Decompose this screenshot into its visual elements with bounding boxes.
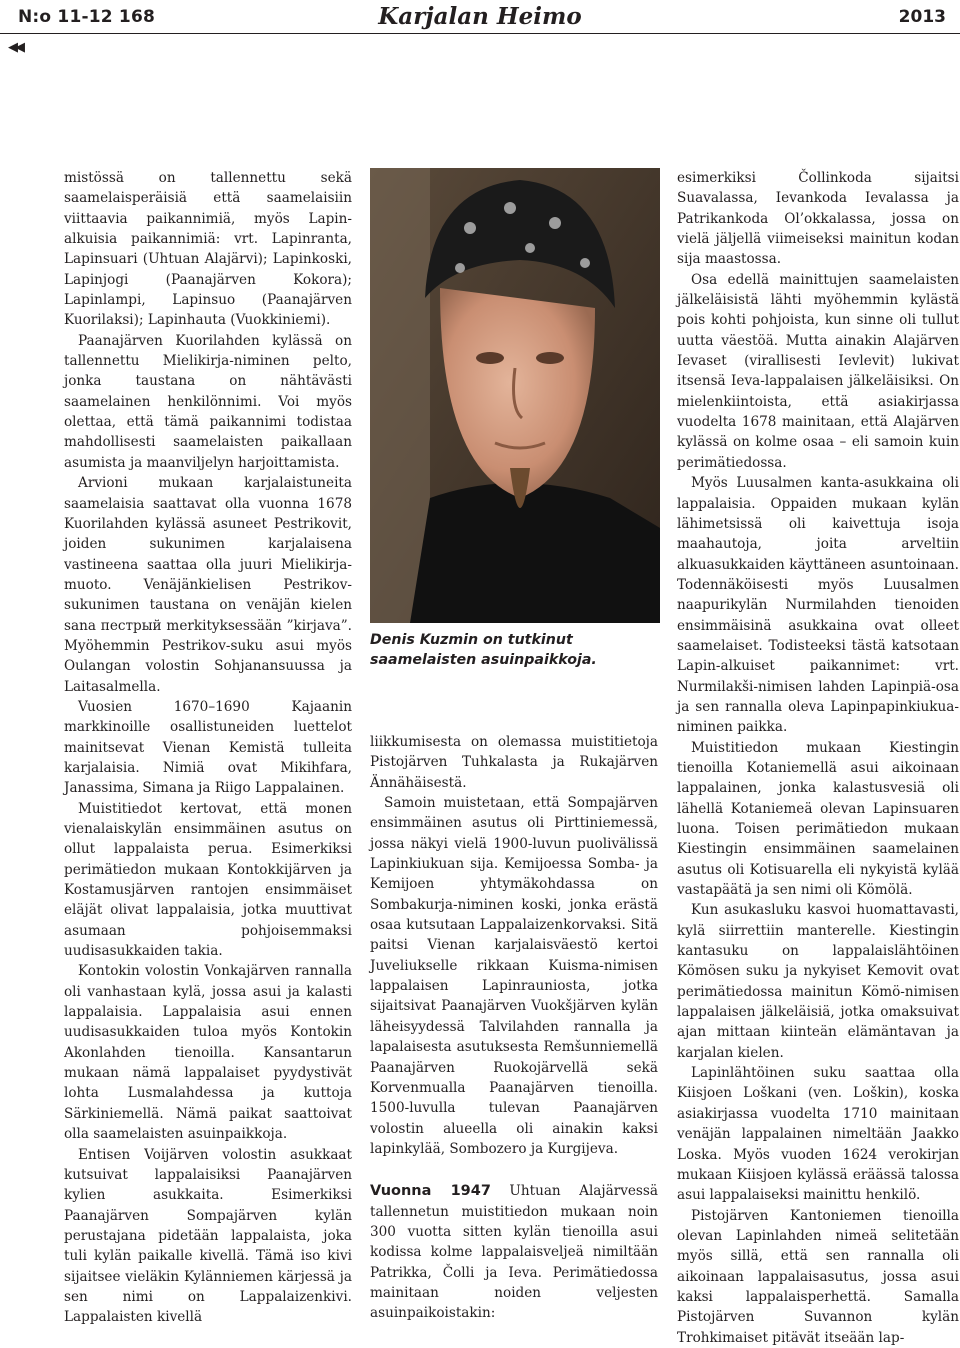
paragraph: liikkumisesta on olemassa muistitietoja Pistojärven Tuhkalasta ja Rukajärven Ännähäisestä. xyxy=(370,734,658,791)
previous-page-arrows-icon[interactable]: ◀◀ xyxy=(8,40,22,55)
paragraph-with-lead xyxy=(370,1181,658,1323)
header-rule xyxy=(0,33,960,34)
publication-year: 2013 xyxy=(898,7,946,27)
photo-caption: Denis Kuzmin on tutkinut saamelaisten asuinpaikkoja. xyxy=(370,632,597,668)
masthead-title: Karjalan Heimo xyxy=(378,3,582,30)
paragraph: mistössä on tallennettu sekä saamelaisperäisiä että saamelaisiin viittaavia paikannimiä, myös Lapin-alkuisia paikannimiä: vrt. Lapinranta, Lapinsuari (Uhtuan Alajärvi); Lapinkoski, Lapinjogi (Paanajärven Kokora); Lapinlampi, Lapinsuo (Paanajärven Kuorilaksi); Lapinhauta (Vuokkiniemi). xyxy=(64,170,352,329)
paragraph: Samoin muistetaan, että Sompajärven ensimmäinen asutus oli Pirttiniemessä, jossa näkyi vielä 1900-luvun puolivälissä Lapinkiukuan sija. Kemijoessa Somba- ja Kemijoen yhtymäkohdassa on Sombakurja-niminen koski, jonka erästä osaa kutsutaan Lappalaizenkorvaksi. Sitä paitsi Vienan karjalaisväestö kertoi Juveliukselle rikkaan Kuisma-nimisen lappalaisen Lapinrauniosta, jotka sijaitsivat Paanajärven Vuokšjärven kylän läheisyydessä Talvilahden rannalla ja lapalaisesta asutuksesta Remšunniemellä Paanajärven Ruokojärvellä sekä Korvenmualla Paanajärven tienoilla. 1500-luvulla tulevan Paanajärven volostin alueella oli ainakin kaksi lapinkylää, Sombozero ja Kurgijeva. xyxy=(370,795,658,1157)
page-header xyxy=(0,0,960,55)
paragraph: Paanajärven Kuorilahden kylässä on tallennettu Mielikirja-niminen pelto, jonka taustana on nähtävästi saamelainen henkilönnimi. Voi myös olettaa, että tämä paikannimi todistaa mahdollisesti saamelaisten paikallaan asumista ja maanviljelyn harjoittamista. xyxy=(64,332,352,471)
paragraph: Entisen Voijärven volostin asukkaat kutsuivat lappalaisiksi Paanajärven kylien asukkaita. Esimerkiksi Paanajärven Sompajärven kylän perustajana pidetään lappalaista, joka tuli kylän paikalle kivellä. Tämä iso kivi sijaitsee vieläkin Kylänniemen kärjessä ja sen nimi on Lappalaizenkivi. Lappalaisten kivellä xyxy=(64,1146,352,1326)
portrait-illustration xyxy=(370,168,660,623)
paragraph: Osa edellä mainittujen saamelaisten jälkeläisistä lähti myöhemmin kylästä pois kohti pohjoista, kun sinne oli tullut uutta väestöä. Mutta ainakin Alajärven Ievaset (virallisesti Ievlevit) lukivat itsensä Ieva-lappalaisen jälkeläisiksi. On mielenkiintoista, että asiakirjassa vuodelta 1678 mainitaan, että Alajärven kylässä on kolme osaa – eli samoin kuin perimätiedossa. xyxy=(677,271,959,471)
paragraph: Lapinlähtöinen suku saattaa olla Kiisjoen Loškani (ven. Loškin), koska asiakirjassa vuodelta 1710 mainitaan venäjän lappalainen nimeltään Jaakko Loska. Myös vuoden 1624 verokirjan mukaan Kiisjoen kylässä eräässä talossa asui lappalaiseksi mainittu henkilö. xyxy=(677,1065,959,1204)
lead-paragraph-text: Uhtuan Alajärvessä tallennetun muistitiedon mukaan noin 300 vuotta sitten kylän tienoilla asui kodissa kolme lappalaisveljeä nimiltään Patrikka, Čolli ja Ieva. Perimätiedossa mainitaan noiden veljesten asuinpaikoistakin: xyxy=(370,1183,658,1322)
paragraph: Muistitiedot kertovat, että monen vienalaiskylän ensimmäinen asutus on ollut lappalaista perua. Esimerkiksi perimätiedon mukaan Kontokkijärven ja Kostamusjärven rantojen ensimmäiset eläjät olivat lappalaisia, jotka muuttivat asumaan pohjoisemmaksi uudisasukkaiden takia. xyxy=(64,800,352,960)
paragraph: esimerkiksi Čollinkoda sijaitsi Suavalassa, Ievankoda Ievalassa ja Patrikankoda Ol’okkalassa, jossa on vielä jäljellä viimeiseksi mainitun kodan sija maastossa. xyxy=(677,170,959,268)
paragraph: Kontokin volostin Vonkajärven rannalla oli vanhastaan kylä, jossa asui ja kalasti lappalaisia. Lappalaisia asui ennen uudisasukkaiden tuloa myös Kontokin Akonlahden tienoilla. Kansantarun mukaan nämä lappalaiset pyydystivät lohta Lusmalahdessa ja kuttoja Särkiniemellä. Nämä paikat saattoivat olla saamelaisten asuinpaikkoja. xyxy=(64,963,352,1143)
issue-number: N:o 11-12 168 xyxy=(18,7,155,27)
paragraph: Myös Luusalmen kanta-asukkaina oli lappalaisia. Oppaiden mukaan kylän lähimetsissä oli kaivettuja isoja maahautoja, joita arveltiin alkuasukkaiden käyttäneen asuntoinaan. Todennäköisesti myös Luusalmen naapurikylän Nurmilahden tienoiden ensimmäisinä asukkaina ovat olleet saamelaiset. Todisteeksi tästä katsotaan Lapin-alkuiset paikannimet: vrt. Nurmilakši-nimisen lahden Lapinpiä-osa ja sen rannalla oleva Lapinpapinkiukua-niminen paikka. xyxy=(677,475,959,736)
paragraph: Pistojärven Kantoniemen tienoilla olevan Lapinlahden nimeä selitetään myös sillä, että sen rannalla oli aikoinaan lappalaisasutus, jossa asui kaksi lappalaisperhettä. Samalla Pistojärven Suvannon kylän Trohkimaiset pitävät itseään lap- xyxy=(677,1207,959,1346)
article-column-3 xyxy=(677,168,959,1348)
paragraph: Muistitiedon mukaan Kiestingin tienoilla Kotaniemellä asui aikoinaan lappalainen, jonka kalastusvesiä oli lähellä Kotaniemeä olevan Lapinsuaren luona. Toisen perimätiedon mukaan Kiestingin ensimmäinen saamelainen asutus oli Kotisuarella eli nykyistä kylää vastapäätä ja sen nimi oli Kömölä. xyxy=(677,739,959,899)
article-column-1 xyxy=(64,168,352,1328)
paragraph: Arvioni mukaan karjalaistuneita saamelaisia saattavat olla vuonna 1678 Kuorilahden kylässä asuneet Pestrikovit, joiden sukunimen karjalaisena vastineena saattaa olla juuri Mielikirja-muoto. Venäjänkielisen Pestrikov-sukunimen taustana on venäjän kielen sana пестрый merkityksessään ”kirjava”. Myöhemmin Pestrikov-suku asui myös Oulangan volostin Sohjanansuussa ja Laitasalmella. xyxy=(64,475,352,695)
paragraph: Vuosien 1670–1690 Kajaanin markkinoille osallistuneiden luettelot mainitsevat Vienan Kemistä tulleita karjalaisia. Nimiä ovat Mikihfara, Janassima, Simana ja Riigo Lappalainen. xyxy=(64,698,352,797)
lead-in-heading: Vuonna 1947 xyxy=(370,1183,491,1200)
article-column-2 xyxy=(370,732,658,1324)
paragraph: Kun asukasluku kasvoi huomattavasti, kylä siirrettiin manterelle. Kiestingin kantasuku on lappalaislähtöinen Kömösen suku ja nykyiset Kemovit ovat perimätiedossa mainitun Kömö-nimisen lappalaisen jälkeläisiä, jotka omaksuivat ajan mittaan kiinteän elämäntavan ja karjalan kielen. xyxy=(677,902,959,1061)
portrait-photo xyxy=(370,168,660,623)
